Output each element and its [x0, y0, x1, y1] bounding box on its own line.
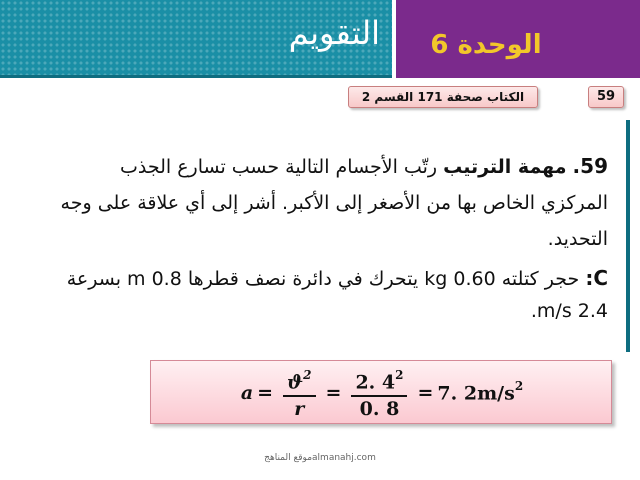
- question-body: رتّب الأجسام التالية حسب تسارع الجذب المركزي الخاص بها من الأصغر إلى الأكبر. أشر إلى أي علاقة على وجه التحديد.: [60, 156, 608, 250]
- footer-watermark: موقع المناهجalmanahj.com: [264, 453, 376, 463]
- page-title: التقويم: [288, 14, 380, 52]
- fraction-denominator: 0. 8: [359, 397, 400, 420]
- equals-sign: =: [325, 382, 342, 404]
- question-task-label: مهمة الترتيب: [443, 156, 567, 178]
- fraction-velocity-radius: [283, 366, 315, 419]
- fraction-numerator: [283, 366, 315, 396]
- fraction-numerator: [351, 366, 407, 396]
- equation-result: [437, 381, 523, 404]
- question-number: 59.: [572, 154, 608, 178]
- exponent: 2: [514, 379, 524, 394]
- unit-label: الوحدة 6: [430, 30, 542, 60]
- exponent: 2: [303, 368, 312, 383]
- speed-value: 2. 4: [355, 371, 396, 394]
- result-value: 7. 2m/s: [437, 382, 515, 405]
- velocity-symbol: ϑ: [287, 371, 304, 394]
- part-c-block: [60, 262, 608, 327]
- part-text: حجر كتلته 0.60 kg يتحرك في دائرة نصف قطرها 0.8 m بسرعة 2.4 m/s.: [66, 268, 608, 322]
- equals-sign: =: [417, 382, 434, 404]
- fraction-values: [351, 366, 407, 419]
- side-accent-bar: [626, 120, 630, 352]
- equals-sign: =: [257, 382, 274, 404]
- part-letter: C:: [585, 266, 608, 290]
- exponent: 2: [395, 368, 404, 383]
- equation: [151, 361, 613, 425]
- equation-lhs: a: [240, 382, 254, 404]
- answer-box: [150, 360, 612, 424]
- question-page-number: 59: [588, 86, 624, 108]
- question-text-block: [60, 148, 608, 257]
- book-reference: الكتاب صحفة 171 القسم 2: [348, 86, 538, 108]
- fraction-denominator: r: [294, 397, 305, 420]
